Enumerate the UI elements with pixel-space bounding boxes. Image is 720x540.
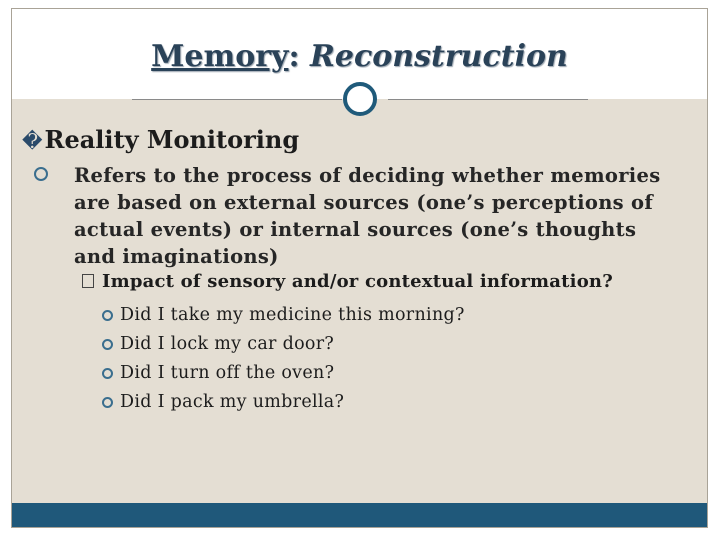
list-item [102,330,465,359]
title-part1: Memory [151,39,289,74]
definition-bullet [34,162,674,270]
question-list [102,301,465,417]
square-bullet-icon: � [22,129,43,153]
ring-bullet-icon [34,167,48,181]
list-item [102,388,465,417]
heading-text: Reality Monitoring [44,125,300,154]
title-part2: Reconstruction [310,39,568,74]
ring-bullet-icon [102,368,113,379]
definition-text: Refers to the process of deciding whether memories are based on external sources (one’s perceptions of actual events) or internal sources (one’s thoughts and imaginations) [74,164,661,268]
sub-bullet-text: Impact of sensory and/or contextual information? [102,271,613,292]
question-text: Did I take my medicine this morning? [120,305,465,325]
ring-bullet-icon [102,339,113,350]
checkbox-bullet-icon [82,274,94,288]
footer-bar [12,503,707,527]
ring-bullet-icon [102,397,113,408]
heading-reality-monitoring [22,125,299,154]
question-text: Did I pack my umbrella? [120,392,345,412]
sub-bullet-impact [82,271,613,292]
question-text: Did I lock my car door? [120,334,335,354]
list-item [102,301,465,330]
title-rule-right [388,99,588,100]
ring-bullet-icon [102,310,113,321]
question-text: Did I turn off the oven? [120,363,335,383]
title-rule-left [132,99,342,100]
slide-title [12,39,707,74]
circle-ornament-icon [343,82,377,116]
slide [11,8,708,528]
list-item [102,359,465,388]
title-separator: : [288,39,300,74]
